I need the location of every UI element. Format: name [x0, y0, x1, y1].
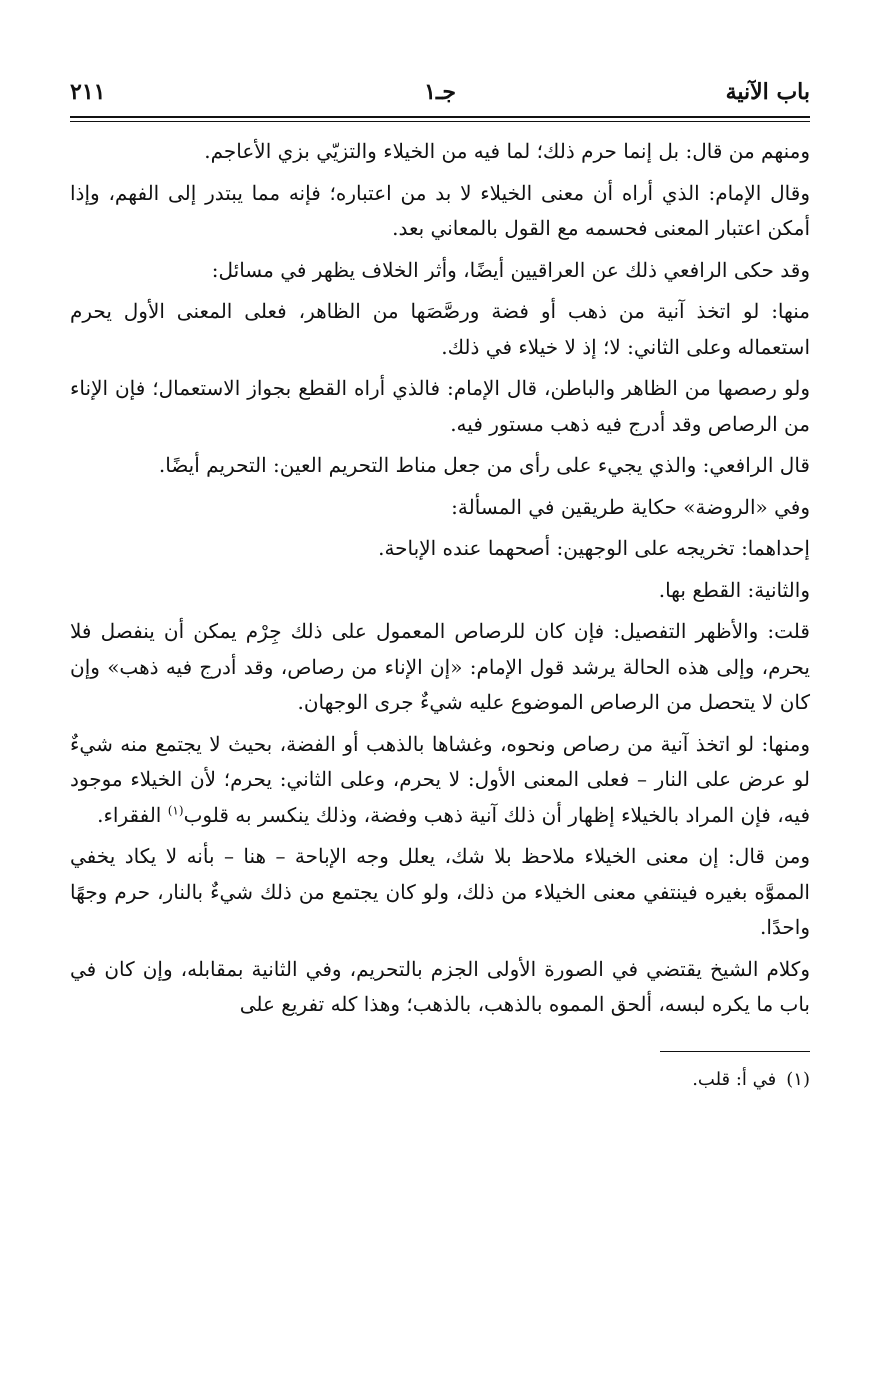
- paragraph: منها: لو اتخذ آنية من ذهب أو فضة ورصَّصَها من الظاهر، فعلى المعنى الأول يحرم استعماله وعلى الثاني: لا؛ إذ لا خيلاء في ذلك.: [70, 299, 810, 359]
- footnote-number: (١): [786, 1068, 810, 1090]
- footnote-text: في أ: قلب.: [692, 1068, 777, 1090]
- body-text: [70, 134, 810, 1023]
- paragraph-with-footnote: [70, 727, 810, 834]
- paragraph: ولو رصصها من الظاهر والباطن، قال الإمام: فالذي أراه القطع بجواز الاستعمال؛ فإن الإناء من الرصاص وقد أدرج فيه ذهب مستور فيه.: [70, 376, 810, 436]
- paragraph: إحداهما: تخريجه على الوجهين: أصحهما عنده الإباحة.: [378, 536, 810, 560]
- paragraph-tail: الفقراء.: [97, 802, 168, 827]
- paragraph: ومن قال: إن معنى الخيلاء ملاحظ بلا شك، يعلل وجه الإباحة – هنا – بأنه لا يكاد يخفي المموَّه بغيره فينتفي معنى الخيلاء من ذلك، ولو كان يجتمع من ذلك شيءٌ بالنار، حرم وجهًا واحدًا.: [70, 844, 810, 939]
- footnote-rule: [660, 1051, 810, 1052]
- paragraph: قلت: والأظهر التفصيل: فإن كان للرصاص المعمول على ذلك جِرْم يمكن أن ينفصل فلا يحرم، وإلى هذه الحالة يرشد قول الإمام: «إن الإناء من رصاص، وقد أدرج فيه ذهب» وإن كان لا يتحصل من الرصاص الموضوع عليه شيءٌ جرى الوجهان.: [70, 619, 810, 714]
- paragraph: وقال الإمام: الذي أراه أن معنى الخيلاء لا بد من اعتباره؛ فإنه مما يبتدر إلى الفهم، وإذا أمكن اعتبار المعنى فحسمه مع القول بالمعاني بعد.: [70, 180, 810, 240]
- page: [70, 70, 810, 1094]
- header-rule-thick: [70, 116, 810, 118]
- paragraph: وفي «الروضة» حكاية طريقين في المسألة:: [451, 494, 810, 519]
- paragraph-text: ومنها: لو اتخذ آنية من رصاص ونحوه، وغشاها بالذهب أو الفضة، بحيث لا يجتمع منه شيءٌ لو عرض على النار – فعلى المعنى الأول: لا يحرم، وعلى الثاني: يحرم؛ لأن الخيلاء موجود فيه، فإن المراد بالخيلاء إظهار أن ذلك آنية ذهب وفضة، وذلك ينكسر به قلوب: [70, 731, 810, 827]
- chapter-title: باب الآنية: [725, 79, 810, 105]
- paragraph: وكلام الشيخ يقتضي في الصورة الأولى الجزم بالتحريم، وفي الثانية بمقابله، وإن كان في باب ما يكره لبسه، ألحق المموه بالذهب، بالذهب؛ وهذا كله تفريع على: [70, 956, 810, 1016]
- header-rule-thin: [70, 121, 810, 122]
- volume-label: جـ١: [424, 79, 456, 105]
- running-header: [70, 70, 810, 114]
- footnote-reference: (١): [167, 802, 184, 817]
- footnote: [70, 1066, 810, 1094]
- paragraph: قال الرافعي: والذي يجيء على رأى من جعل مناط التحريم العين: التحريم أيضًا.: [158, 453, 810, 477]
- paragraph: وقد حكى الرافعي ذلك عن العراقيين أيضًا، وأثر الخلاف يظهر في مسائل:: [211, 257, 810, 282]
- paragraph: والثانية: القطع بها.: [658, 577, 810, 602]
- paragraph: ومنهم من قال: بل إنما حرم ذلك؛ لما فيه من الخيلاء والتزيّي بزي الأعاجم.: [204, 139, 810, 163]
- page-number: ٢١١: [70, 79, 106, 105]
